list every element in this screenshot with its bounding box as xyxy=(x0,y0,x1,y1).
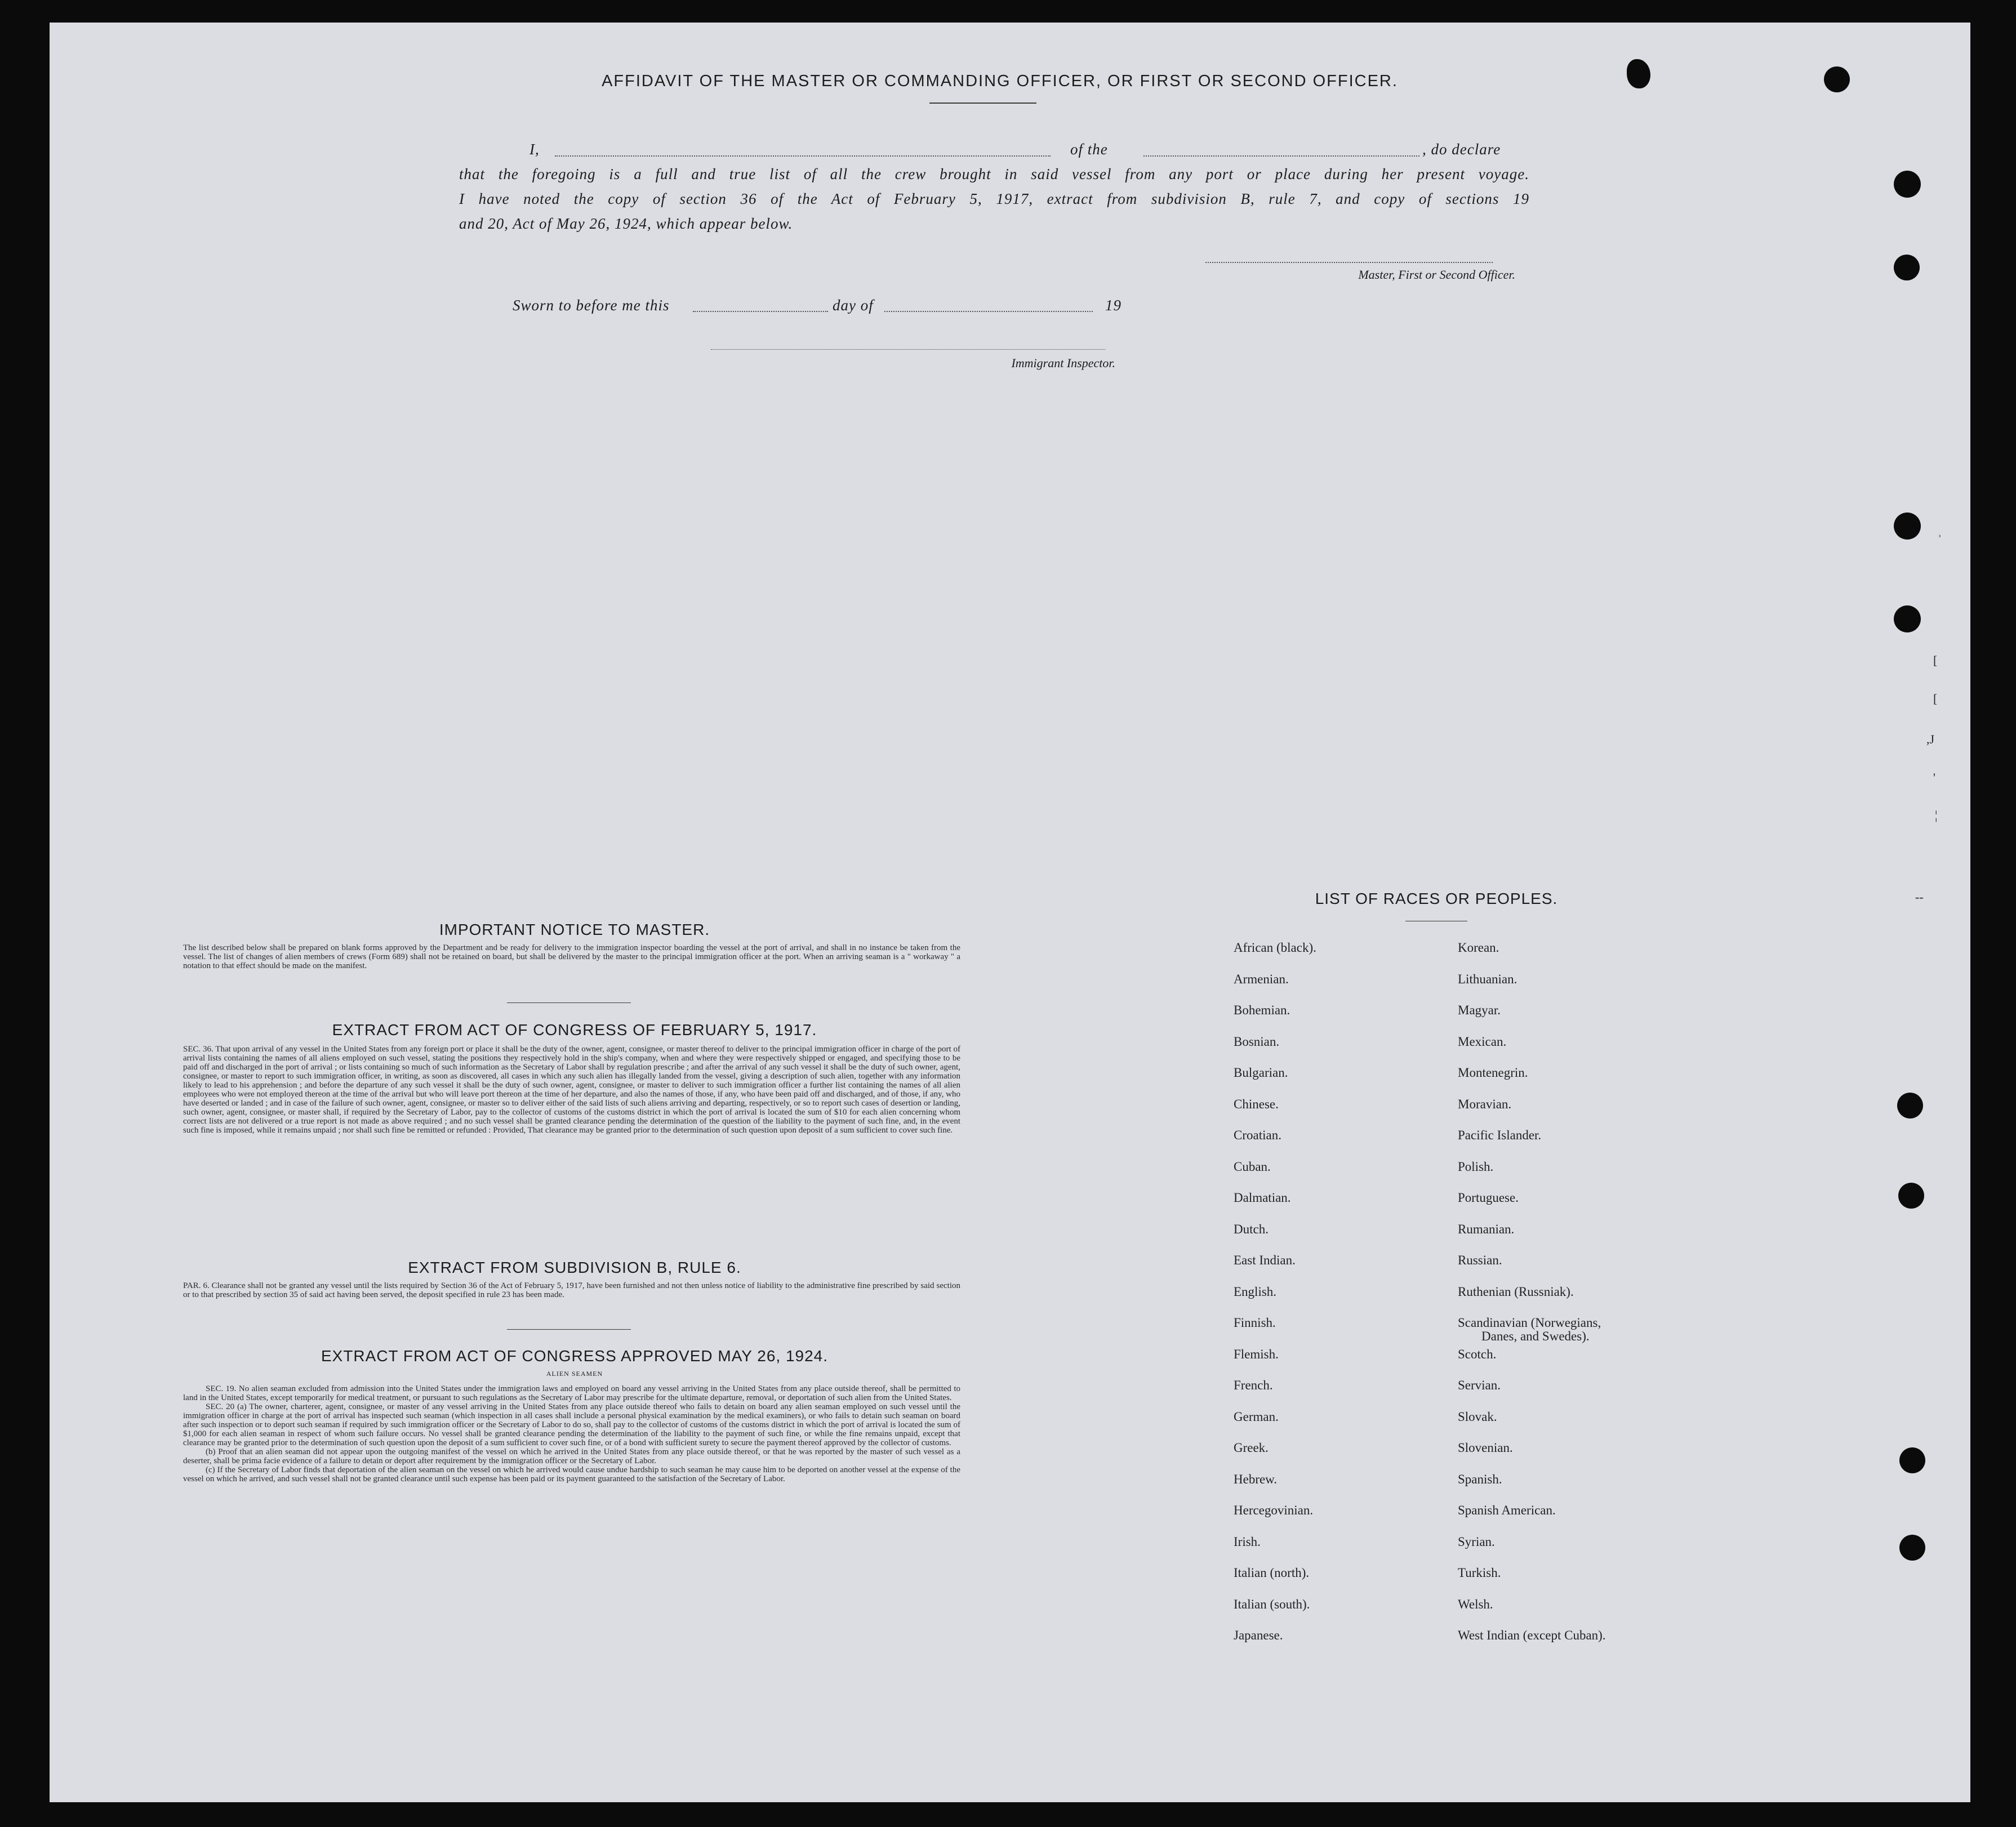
declaration-do-declare: , do declare xyxy=(1422,141,1501,158)
blank-vessel-line xyxy=(1143,155,1419,157)
race-item: Bulgarian. xyxy=(1234,1066,1288,1080)
race-item: French. xyxy=(1234,1378,1273,1392)
inspector-signature-line xyxy=(711,349,1105,350)
punch-hole xyxy=(1894,513,1921,540)
race-item: Lithuanian. xyxy=(1458,972,1517,986)
edge-mark: ,J xyxy=(1926,732,1935,746)
race-item: Moravian. xyxy=(1458,1097,1512,1111)
race-item: Finnish. xyxy=(1234,1316,1276,1330)
rule-6-body: PAR. 6. Clearance shall not be granted any vessel until the lists required by Section 36 of the Act of February 5, 1917, have been furnished and not then unless notice of liability to the administrative fine prescribed by said section or to that prescribed by section 35 of said act having been served, the deposit specified in rule 23 has been made. xyxy=(183,1281,960,1299)
race-item: West Indian (except Cuban). xyxy=(1458,1628,1606,1642)
document-page xyxy=(50,23,1970,1802)
race-item: Spanish. xyxy=(1458,1472,1502,1486)
race-item: Bosnian. xyxy=(1234,1034,1280,1049)
race-item: Croatian. xyxy=(1234,1128,1281,1142)
race-item: Korean. xyxy=(1458,941,1499,955)
punch-hole xyxy=(1894,605,1921,632)
race-item: Russian. xyxy=(1458,1253,1502,1267)
divider xyxy=(929,103,1036,104)
race-item: Hercegovinian. xyxy=(1234,1503,1314,1517)
race-item: Servian. xyxy=(1458,1378,1501,1392)
divider xyxy=(507,1002,631,1003)
blank-name-line xyxy=(555,155,1051,157)
race-item: Italian (north). xyxy=(1234,1566,1310,1580)
race-item: Mexican. xyxy=(1458,1034,1507,1049)
extract-1924-body xyxy=(183,1384,960,1483)
race-item: Polish. xyxy=(1458,1159,1494,1174)
punch-hole xyxy=(1894,255,1920,280)
race-item: East Indian. xyxy=(1234,1253,1296,1267)
edge-mark: [ xyxy=(1933,653,1938,667)
punch-hole xyxy=(1824,66,1850,92)
race-item: Hebrew. xyxy=(1234,1472,1278,1486)
race-item: Turkish. xyxy=(1458,1566,1501,1580)
sworn-month-blank xyxy=(884,311,1093,312)
declaration-of-the: of the xyxy=(1070,141,1108,158)
edge-mark: ¦ xyxy=(1935,808,1938,822)
sworn-day-blank xyxy=(693,311,828,312)
race-item: Slovenian. xyxy=(1458,1441,1513,1455)
sec-19-paragraph: SEC. 19. No alien seaman excluded from admission into the United States under the immigration laws and employed on board any vessel arriving in the United States from any place outside thereof, shall be permitted to land in the United States, except temporarily for medical treatment, or pursuant to such regulations as the Secretary of Labor may prescribe for the ultimate departure, removal, or deportation of such alien from the United States. xyxy=(183,1384,960,1402)
race-item: Pacific Islander. xyxy=(1458,1128,1542,1142)
rule-6-title: EXTRACT FROM SUBDIVISION B, RULE 6. xyxy=(408,1259,741,1276)
sec-20b-paragraph: (b) Proof that an alien seaman did not appear upon the outgoing manifest of the vessel on which he arrived in the United States from any place outside thereof, or that he was reported by the master of such vessel as a deserter, shall be prima facie evidence of a failure to detain or deport after requirement by the immigration officer or the Secretary of Labor. xyxy=(183,1447,960,1465)
sworn-year: 19 xyxy=(1105,297,1122,314)
declaration-line-2: that the foregoing is a full and true list of all the crew brought in said vessel from any port or place during her present voyage. xyxy=(459,166,1529,182)
punch-hole xyxy=(1899,1535,1925,1561)
master-signature-label: Master, First or Second Officer. xyxy=(1358,268,1515,282)
punch-hole xyxy=(1898,1183,1924,1209)
race-item: Slovak. xyxy=(1458,1409,1497,1424)
race-item: Portuguese. xyxy=(1458,1191,1519,1205)
race-item: Dutch. xyxy=(1234,1222,1269,1236)
alien-seamen-subtitle: ALIEN SEAMEN xyxy=(546,1370,603,1378)
master-signature-line xyxy=(1205,262,1493,263)
sworn-prefix: Sworn to before me this xyxy=(513,297,670,314)
race-item: African (black). xyxy=(1234,941,1316,955)
race-item: Dalmatian. xyxy=(1234,1191,1291,1205)
notice-title: IMPORTANT NOTICE TO MASTER. xyxy=(439,921,710,938)
sworn-day-of: day of xyxy=(833,297,874,314)
race-item: Flemish. xyxy=(1234,1347,1279,1361)
race-item: Italian (south). xyxy=(1234,1597,1310,1611)
declaration-i: I, xyxy=(529,141,540,158)
sec-20c-paragraph: (c) If the Secretary of Labor finds that deportation of the alien seaman on the vessel on which he arrived would cause undue hardship to such seaman he may cause him to be deported on another vessel at the expense of the vessel on which he arrived, and such vessel shall not be granted clearance until such expense has been paid or its payment guaranteed to the satisfaction of the Secretary of Labor. xyxy=(183,1465,960,1483)
race-item: Japanese. xyxy=(1234,1628,1283,1642)
sec-20a-paragraph: SEC. 20 (a) The owner, charterer, agent, consignee, or master of any vessel arriving in the United States from any place outside thereof who fails to detain on board any alien seaman employed on such vessel until the immigration officer in charge at the port of arrival has inspected such seaman (which inspection in all cases shall include a personal physical examination by the medical examiners), or who fails to detain such seaman on board after such inspection or to deport such seaman if required by such immigration officer or the Secretary of Labor to do so, shall pay to the collector of customs of the customs district in which the port of arrival is located the sum of $1,000 for each alien seaman in respect of whom such failure occurs. No vessel shall be granted clearance pending the determination of the liability to the payment of such fine, or while the fine remains unpaid, except that clearance may be granted prior to the determination of such question upon the deposit of a sum sufficient to cover such fine, or of a bond with sufficient surety to secure the payment thereof approved by the collector of customs. xyxy=(183,1402,960,1447)
race-item: Bohemian. xyxy=(1234,1003,1290,1017)
race-item: English. xyxy=(1234,1284,1277,1299)
race-item: Ruthenian (Russniak). xyxy=(1458,1284,1574,1299)
race-item: Greek. xyxy=(1234,1441,1269,1455)
race-item: Syrian. xyxy=(1458,1534,1495,1549)
punch-hole xyxy=(1897,1093,1923,1119)
race-item: Magyar. xyxy=(1458,1003,1501,1017)
extract-1917-body: SEC. 36. That upon arrival of any vessel in the United States from any foreign port or place it shall be the duty of the owner, agent, consignee, or master thereof to deliver to the principal immigration officer in charge of the port of arrival lists containing the names of all aliens employed on such vessel, stating the positions they respectively hold in the ship's company, when and where they were respectively shipped or engaged, and specifying those to be paid off and discharged in the port of arrival ; or lists containing so much of such information as the Secretary of Labor shall by regulation prescribe ; and after the arrival of any such vessel it shall be the duty of such owner, agent, consignee, or master to report to such immigration officer, in writing, as soon as discovered, all cases in which any such alien has illegally landed from the vessel, giving a description of such alien, together with any information likely to lead to his apprehension ; and before the departure of any such vessel it shall be the duty of such owner, agent, consignee, or master to deliver to such immigration officer a further list containing the names of all alien employees who were not employed thereon at the time of the arrival but who will leave port thereon at the time of her departure, and also the names of those, if any, who have been paid off and discharged, and of those, if any, who have deserted or landed ; and in case of the failure of such owner, agent, consignee, or master so to deliver either of the said lists of such aliens arriving and departing, respectively, or so to report such cases of desertion or landing, such owner, agent, consignee, or master shall, if required by the Secretary of Labor, pay to the collector of customs of the customs district in which the port of arrival is located the sum of $10 for each alien concerning whom correct lists are not delivered or a true report is not made as above required ; and no such vessel shall be granted clearance pending the determination of the question of the liability to the payment of such fine, and, in the event such fine is imposed, while it remains unpaid ; nor shall such fine be remitted or refunded : Provided, That clearance may be granted prior to the determination of such question upon deposit of a sum sufficient to cover such fine. xyxy=(183,1045,960,1135)
race-item-continuation: Danes, and Swedes). xyxy=(1481,1329,1590,1343)
race-item: Rumanian. xyxy=(1458,1222,1515,1236)
race-item: Montenegrin. xyxy=(1458,1066,1528,1080)
affidavit-title: AFFIDAVIT OF THE MASTER OR COMMANDING OFFICER, OR FIRST OR SECOND OFFICER. xyxy=(602,72,1398,90)
race-item: German. xyxy=(1234,1409,1279,1424)
race-item: Scotch. xyxy=(1458,1347,1497,1361)
extract-1924-title: EXTRACT FROM ACT OF CONGRESS APPROVED MAY 26, 1924. xyxy=(321,1347,829,1365)
races-title: LIST OF RACES OR PEOPLES. xyxy=(1315,890,1558,907)
edge-mark: -- xyxy=(1915,890,1924,904)
edge-mark: ' xyxy=(1933,770,1935,785)
edge-mark: [ xyxy=(1933,692,1938,706)
notice-body: The list described below shall be prepared on blank forms approved by the Department and be ready for delivery to the immigration inspector boarding the vessel at the port of arrival, and shall in no instance be taken from the vessel. The list of changes of alien members of crews (Form 689) shall not be retained on board, but shall be delivered by the master to the principal immigration officer at the port. When an arriving seaman is a " workaway " a notation to that effect should be made on the manifest. xyxy=(183,943,960,970)
divider xyxy=(507,1329,631,1330)
punch-hole xyxy=(1899,1447,1925,1473)
declaration-line-3: I have noted the copy of section 36 of the Act of February 5, 1917, extract from subdivision B, rule 7, and copy of sections 19 xyxy=(459,190,1529,207)
race-item: Welsh. xyxy=(1458,1597,1493,1611)
race-item: Cuban. xyxy=(1234,1159,1271,1174)
extract-1917-title: EXTRACT FROM ACT OF CONGRESS OF FEBRUARY 5, 1917. xyxy=(332,1021,817,1039)
inspector-label: Immigrant Inspector. xyxy=(1011,356,1115,370)
race-item: Irish. xyxy=(1234,1534,1261,1549)
declaration-line-4: and 20, Act of May 26, 1924, which appear below. xyxy=(459,215,793,232)
edge-mark: ˒ xyxy=(1938,527,1942,541)
punch-hole xyxy=(1894,171,1921,198)
race-item: Armenian. xyxy=(1234,972,1289,986)
race-item: Spanish American. xyxy=(1458,1503,1556,1517)
race-item: Chinese. xyxy=(1234,1097,1279,1111)
race-item: Scandinavian (Norwegians, xyxy=(1458,1316,1601,1330)
